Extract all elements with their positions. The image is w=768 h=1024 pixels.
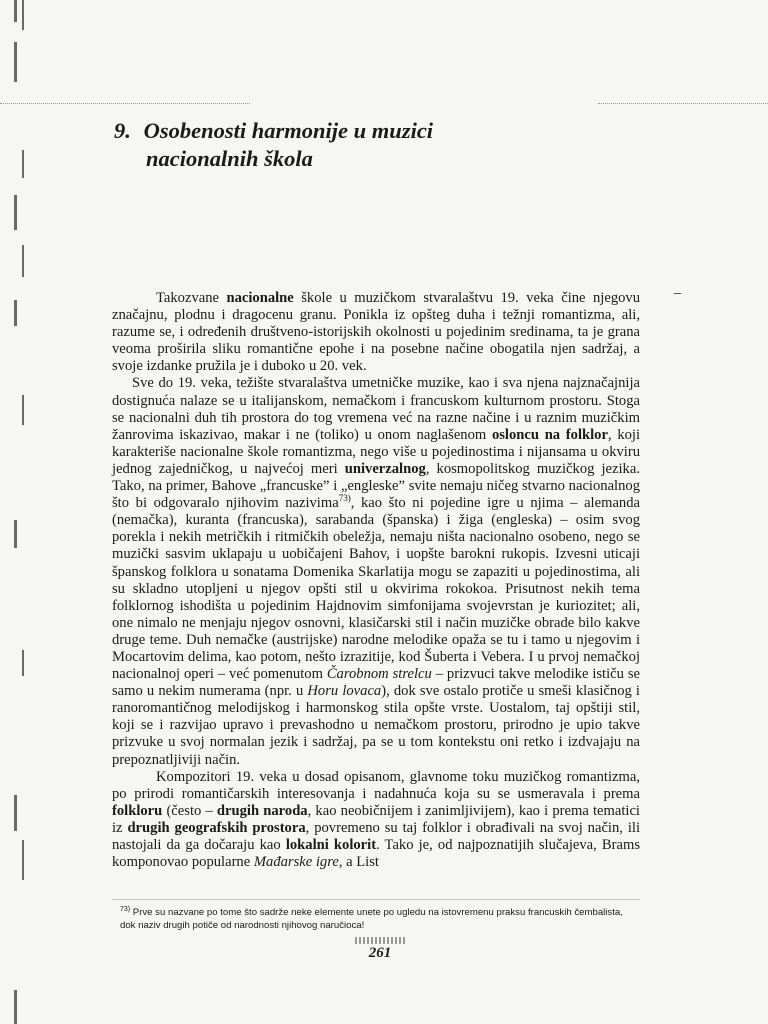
scan-dash xyxy=(674,293,681,294)
bold-term: drugih geografskih prostora xyxy=(127,819,306,836)
binding-mark xyxy=(14,520,17,548)
bold-term: osloncu na folklor xyxy=(491,426,608,443)
binding-mark xyxy=(14,795,17,831)
text-run: , koji karakteriše nacionalne škole romantizma, nego više u pojedinostima i nijansama u okviru jednog zajedničkog, u najvećoj meri xyxy=(112,426,641,477)
footnote-separator xyxy=(112,899,640,900)
paragraph-2 xyxy=(112,375,640,768)
text-run: , a List xyxy=(338,854,379,871)
chapter-title-line2: nacionalnih škola xyxy=(146,146,313,171)
page-number: 261 xyxy=(368,945,392,961)
chapter-number: 9. xyxy=(114,118,131,143)
bold-term: folkloru xyxy=(112,802,163,819)
text-run: , kao neobičnijem i zanimljivijem), kao i prema tematici iz xyxy=(112,802,640,836)
text-run: (često – xyxy=(162,802,217,819)
binding-mark xyxy=(22,0,24,30)
bold-term: lokalni kolorit xyxy=(285,837,377,853)
italic-title: Horu lovaca xyxy=(307,683,382,700)
binding-mark xyxy=(22,840,24,880)
chapter-title-line1: Osobenosti harmonije u muzici xyxy=(143,118,434,143)
paragraph-1 xyxy=(112,290,640,375)
text-run: , kosmopolitskog muzičkog jezika. Tako, na primer, Bahove „francuske” i „engleske” svite nemaju ničeg stvarno nacionalnog što bi odgovaralo njihovim nazivima xyxy=(112,460,640,512)
bold-term: nacionalne xyxy=(226,290,294,306)
paragraph-3 xyxy=(112,769,640,872)
italic-title: Mađarske igre xyxy=(253,854,339,871)
body-text xyxy=(112,290,640,871)
bold-term: drugih naroda xyxy=(216,802,308,819)
footnote-marker: 73) xyxy=(120,905,131,913)
binding-mark xyxy=(14,195,17,230)
binding-mark xyxy=(22,245,24,277)
text-run: , povremeno su taj folklor i obrađivali na svoj način, ili nastojali da ga dočaraju kao xyxy=(112,819,640,853)
binding-mark xyxy=(14,42,17,82)
scan-rule xyxy=(598,103,768,104)
binding-mark xyxy=(22,150,24,178)
binding-mark xyxy=(14,300,17,326)
italic-title: Čarobnom strelcu xyxy=(326,666,432,683)
binding-mark xyxy=(14,0,17,22)
text-run: škole u muzičkom stvaralaštvu 19. veka čine njegovu značajnu, plodnu i dragocenu granu. Ponikla iz opšteg duha i težnji romantizma, ali, razume se, i određenih društveno-istorijskih okolnosti u pojedinim sredinama, ta je grana veoma proširila sliku romantične epohe i na posebne načine obogatila njen sadržaj, a svoje izdanke pružila je i duboko u 20. vek. xyxy=(112,290,641,375)
text-run: ), dok sve ostalo protiče u smeši klasičnog i ranoromantičnog melodijskog i harmonskog stila opšte vrste. Uostalom, taj opštiji stil, koji se i razvijao upravo i prevashodno u nemačkom prostoru, prirodno je upio takve prizvuke u svoj normalan jezik i sadržaj, pa se u tom kontekstu oni retko i izdvajaju na prepoznatljiviji način. xyxy=(112,683,640,768)
footnote-reference[interactable]: 73) xyxy=(338,493,351,504)
footnote xyxy=(120,906,640,932)
footnote-text: Prve su nazvane po tome što sadrže neke elemente unete po ugledu na istovremenu praksu francuskih čembalista, dok naziv drugih potiče od narodnosti njihovog naručioca! xyxy=(120,907,623,931)
text-run: Sve do 19. veka, težište stvaralaštva umetničke muzike, kao i sva njena najznačajnija dostignuća nalaze se u italijanskom, nemačkom i francuskom kulturnom prostoru. Stoga se nacionalni duh tih prostora do tog vremena već na razne načine i u raznim muzičkim žanrovima iskazivao, makar i ne (toliko) u onom naglašenom xyxy=(112,375,640,443)
text-run: – prizvuci takve melodike ističu se samo u nekim numerama (npr. u xyxy=(112,666,640,700)
text-run: Kompozitori 19. veka u dosad opisanom, glavnome toku muzičkog romantizma, po prirodi romantičarskih interesovanja i nadahnuća koja su se usmeravala i prema xyxy=(112,768,640,802)
binding-mark xyxy=(22,395,24,425)
bold-term: univerzalnog xyxy=(344,460,426,477)
text-run: . Tako je, od najpoznatijih slučajeva, Brams komponovao popularne xyxy=(112,837,641,871)
binding-mark xyxy=(22,650,24,676)
scan-rule xyxy=(0,103,250,104)
binding-mark xyxy=(14,990,17,1024)
page-ornament xyxy=(355,937,405,944)
text-run: Takozvane xyxy=(156,290,227,306)
text-run: , kao što ni pojedine igre u njima – alemanda (nemačka), kuranta (francuska), sarabanda (španska) i žiga (engleska) – osim svog porekla i nekih metričkih i ritmičkih obeležja, nemaju ništa nacionalno osobeno, nego se muzički sasvim uklapaju u uobičajeni Bahov, i uopšte barokni rukopis. Izvesni uticaji španskog folklora u sonatama Domenika Skarlatija mogu se zapaziti u pojedinostima, ali su skladno utopljeni u njegov opšti stil u okvirima rokokoa. Prisutnost nekih tema folklornog ishodišta u pojedinim Hajdnovim simfonijama svojevrstan je kuriozitet; ali, one nimalo ne menjaju njegov osnovni, klasičarski stil i način muzičke obrade bilo kakve druge teme. Duh nemačke (austrijske) narodne melodike opaža se tu i tamo u njegovim i Mocartovim delima, kao potom, nešto izrazitije, kod Šuberta i Vebera. I u prvoj nemačkoj nacionalnoj operi – već pomenutom xyxy=(112,495,640,683)
chapter-title xyxy=(114,117,554,173)
